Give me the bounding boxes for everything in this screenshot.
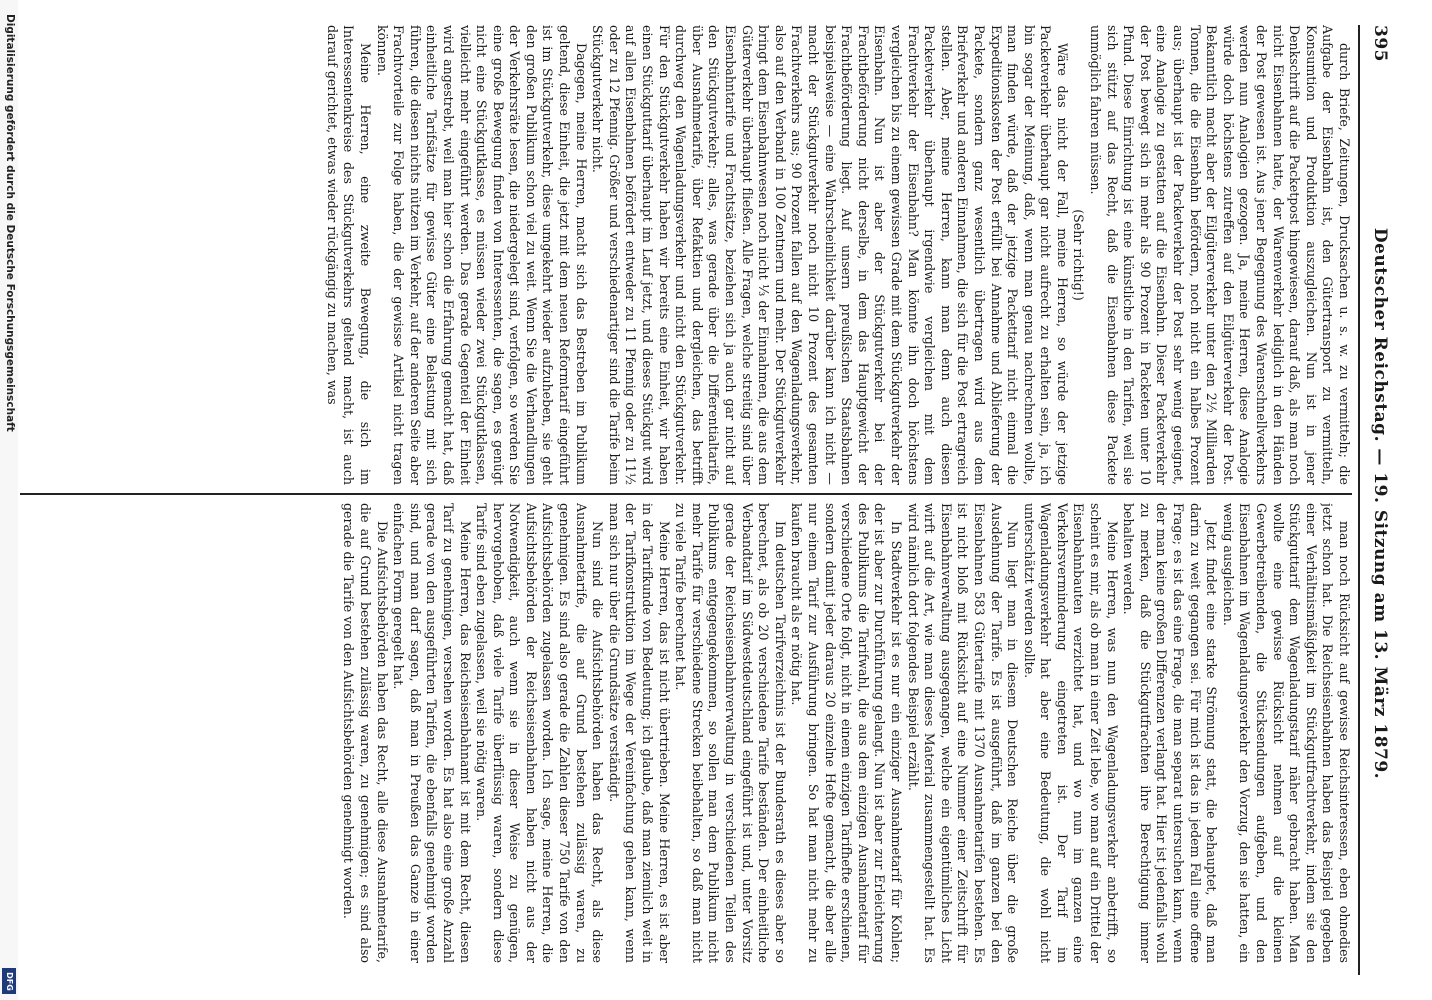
page-header [1358, 25, 1400, 975]
paragraph: Nun liegt man in diesem Deutschen Reiche über die große Ausdehnung der Tarife. Es ist ausgeführt, daß im ganzen bei den Eisenbahnen 583 Gütertarife mit 1370 Ausnahmetarifen bestehen. Es ist nicht bloß mit Rücksicht auf eine Nummer einer Zeitschrift für Eisenbahnverwaltung ausgegangen, welche ein eigentümliches Licht wirft auf die Art, wie man dieses Material zusammengestellt hat. Es wird nämlich dort folgendes Beispiel erzählt. [905, 503, 1021, 963]
right-text-column [20, 503, 1352, 963]
column-divider [20, 493, 1352, 495]
digitization-note [4, 14, 16, 994]
paragraph: Nun sind die Aufsichtsbehörden haben das Recht, als diese Ausnahmetarife, die auf Grund bestehen zulässig waren, zu genehmigen. Es sind also gerade die Zahlen dieser 750 Tarife von den Aufsichtsbehörden zugelassen worden. Ich sage, meine Herren, die Aufsichtsbehörden der Reichseisenbahnen haben nicht aus der Notwendigkeit, auch wenn sie in dieser Weise zu genügen, hervorgehoben, daß viele Tarife überflüssig waren, sondern diese Tarife sind eben zugelassen, weil sie nötig waren. [474, 503, 606, 963]
dfg-logo-text: DFG [4, 971, 14, 991]
paragraph: In Stadtverkehr ist es nur ein einziger Ausnahmetarif für Kohlen; der ist aber zur Durchführung gelangt. Nun ist aber zur Erleichterung des Publikums die Tarifwahl, die aus dem einzigen Ausnahmetarif für verschiedene Orte folgt, nicht in einem einzigen Tarifhefte erschienen, sondern damit jeder daraus 20 einzelne Hefte gemacht, die aber alle nur einem Tarif zur Ausführung bringen. So hat man nicht mehr zu kaufen braucht als er nötig hat. [789, 503, 904, 963]
rotated-page-content [20, 25, 1400, 975]
digitization-strip [0, 0, 18, 1000]
digitization-note-text: Digitalisierung gefördert durch die Deutsche Forschungsgemeinschaft [4, 14, 16, 432]
paragraph: man noch Rücksicht auf gewisse Reichsinteressen, eben ohnedies jetzt schon hat. Die Reichseisenbahnen haben das Beispiel gegeben einer Verhältnismäßigkeit im Stückgutfrachtverkehr, indem sie den Stückguttarif dem Wagenladungstarif näher gebracht haben. Man wollte eine gewisse Rücksicht nehmen auf die kleinen Gewerbetreibenden, die Stücksendungen aufgeben, und den Eisenbahnen im Wagenladungsverkehr den Vorzug, den sie hatten, ein wenig ausgleichen. [1220, 503, 1352, 963]
paragraph: Wäre das nicht der Fall, meine Herren, so würde der jetzige Packetverkehr überhaupt gar nicht aufrecht zu erhalten sein, ja, ich bin sogar der Meinung, daß, wenn man genau nachrechnen wollte, man finden würde, daß der jetzige Packettarif nicht einmal die Expeditionskosten der Post erfüllt bei Annahme und Ablieferung der Packete, sondern ganz wesentlich übertragen wird aus dem Briefverkehr und anderen Einnahmen, die sich für die Post ertragreich stellen. Aber, meine Herren, kann man denn auch diesen Packetverkehr überhaupt irgendwie vergleichen mit dem Frachtverkehr der Eisenbahn? Man könnte ihn doch höchstens vergleichen bis zu einem gewissen Grade mit dem Stückgutverkehr der Eisenbahn. Nun ist aber der Stückgutverkehr bei der Frachtbeförderung nicht derselbe, in dem das Hauptgewicht der Frachtbeförderung liegt. Auf unsern preußischen Staatsbahnen beispielsweise — eine Wahrscheinlichkeit darüber kann ich nicht — macht der Stückgutverkehr noch nicht 10 Prozent des gesamten Frachtverkehrs aus; 90 Prozent fallen auf den Wagenladungsverkehr, also auf den Verband in 100 Zentnern und mehr. Der Stückgutverkehr bringt dem Eisenbahnwesen noch nicht ⅓ der Einnahmen, die aus dem Güterverkehr überhaupt fließen. Alle Fragen, welche streitig sind über Eisenbahntarife und Frachtsätze, beziehen sich ja auch gar nicht auf den Stückgutverkehr; alles, was gerade über die Differentialtarife, über Ausnahmetarife, über Refaktien und dergleichen, das betrifft durchweg den Wagenladungsverkehr und nicht den Stückgutverkehr. Für den Stückgutverkehr haben wir bereits eine Einheit, wir haben einen Stückguttarif überhaupt im Lauf jetzt, und dieses Stückgut wird auf allen Eisenbahnen befördert entweder zu 11 Pfennig oder zu 11½ oder zu 12 Pfennig. Größer und verschiedenartiger sind die Tarife beim Stückgutverkehr nicht. [590, 25, 1070, 485]
paragraph: Meine Herren, das ist nicht übertrieben. Meine Herren, es ist aber in der Tarifkunde von Bedeutung; ich glaube, daß man ziemlich weit in der Tarifkonstruktion im Wege der Vereinfachung gehen kann, wenn man sich nur über die Grundsätze verständigt. [606, 503, 672, 963]
page-number: 395 [1370, 25, 1390, 62]
paragraph: Die Aufsichtsbehörden haben das Recht, alle diese Ausnahmetarife, die auf Grund bestehen zulässig waren, zu genehmigen; es sind also gerade die Tarife von den Aufsichtsbehörden genehmigt worden. [341, 503, 390, 963]
paragraph: Meine Herren, was nun den Wagenladungsverkehr anbetrifft, so scheint es mir, als ob man in einer Zeit lebe, wo man auf ein Drittel der Eisenbahnbauten verzichtet hat, und wo nun im ganzen eine Verkehrsverminderung eingetreten ist. Der Tarif im Wagenladungsverkehr hat aber eine Bedeutung, die wohl nicht unterschätzt werden sollte. [1021, 503, 1120, 963]
left-text-column [20, 25, 1352, 485]
paragraph: Meine Herren, das Reichseisenbahnamt ist mit dem Recht, diesen Tarif zu genehmigen, versehen worden. Es hat also eine große Anzahl gerade von den ausgeführten Tarifen, die ebenfalls genehmigt worden sind, und man darf sagen, daß man in Preußen das Ganze in einer einfachen Form geregelt hat. [391, 503, 473, 963]
paragraph: Jetzt findet eine starke Strömung statt, die behauptet, daß man darin zu weit gegangen sei. Für mich ist das in jedem Fall eine offene Frage; es ist das eine Frage, die man separat untersuchen kann, wenn der man keine großen Differenzen verlangt hat. Hier ist jedenfalls wohl zu merken, daß die Stückgutfrachten ihre Berechtigung immer behalten werden. [1121, 503, 1220, 963]
page-title: Deutscher Reichstag. — 19. Sitzung am 13. März 1879. [1370, 227, 1390, 780]
dfg-logo [2, 968, 16, 994]
paragraph: Dagegen, meine Herren, macht sich das Bestreben im Publikum geltend, diese Einheit, die jetzt mit dem neuen Reformtarif eingeführt ist im Stückgutverkehr, diese umgekehrt wieder aufzuheben, sie geht den großen Publikum schon viel zu weit. Wenn Sie die Verhandlungen der Verkehrsräte lesen, die niedergelegt sind, verfolgen, so werden Sie eine große Bewegung finden von Interessenten, die sagen, es genügt nicht eine Stückgutklasse, es müssen wieder zwei Stückgutklassen, vielleicht mehr eingeführt werden. Das gerade Gegenteil der Einheit wird angestrebt, weil man hier schon die Erfahrung gemacht hat, daß einheitliche Tarifsätze für gewisse Güter eine Belastung mit sich führen, die diesen nichts nützen im Verkehr, auf der anderen Seite aber Frachtvorteile zur Folge haben, die der gewisse Artikel nicht tragen können. [374, 25, 589, 485]
paragraph: Meine Herren, eine zweite Bewegung, die sich im Interessentenkreise des Stückgutverkehrs geltend macht, ist auch darauf gerichtet, etwas wieder rückgängig zu machen, was [324, 25, 373, 485]
paragraph: Im deutschen Tarifverzeichnis ist der Bundesrath es dieses aber so berechnet, als ob 20 verschiedene Tarife beständen. Der einheitliche Verbandtarif im Südwestdeutschland eingeführt ist und, unter Vorsitz gerade der Reichseisenbahnverwaltung in verschiedenen Teilen des Publikums entgegengekommen, so sollen man dem Publikum nicht mehr Tarife für verschiedene Strecken beibehalten, so daß man nicht zu viele Tarife berechnet hat. [673, 503, 788, 963]
paragraph: durch Briefe, Zeitungen, Drucksachen u. s. w. zu vermitteln; die Aufgabe der Eisenbahn ist, den Gütertransport zu vermitteln, Konsumtion und Produktion auszugleichen. Nun ist in jener Denkschrift auf die Packetpost hingewiesen, darauf daß, als man noch nicht Eisenbahnen hatte, der Warenverkehr lediglich in den Händen der Post gewesen ist. Aus jener Begegnung des Warenschnellverkehrs werden nun Analogien gezogen. Ja, meine Herren, diese Analogie würde doch höchstens zutreffen auf den Eilgüterverkehr der Post. Bekanntlich macht aber der Eilgüterverkehr unter den 2½ Milliarden Tonnen, die die Eisenbahn befördern, noch nicht ein halbes Prozent aus; überhaupt ist der Packetverkehr der Post sehr wenig geeignet, eine Analogie zu gestatten auf die Eisenbahn. Dieser Packetverkehr der Post bewegt sich in mehr als 90 Prozent in Packeten unter 10 Pfund. Diese Einrichtung ist eine künstliche in den Tarifen, weil sie sich stützt auf das Recht, daß die Eisenbahnen diese Packete unmöglich fahren müssen. [1088, 25, 1352, 485]
paragraph: (Sehr richtig!) [1071, 209, 1087, 301]
